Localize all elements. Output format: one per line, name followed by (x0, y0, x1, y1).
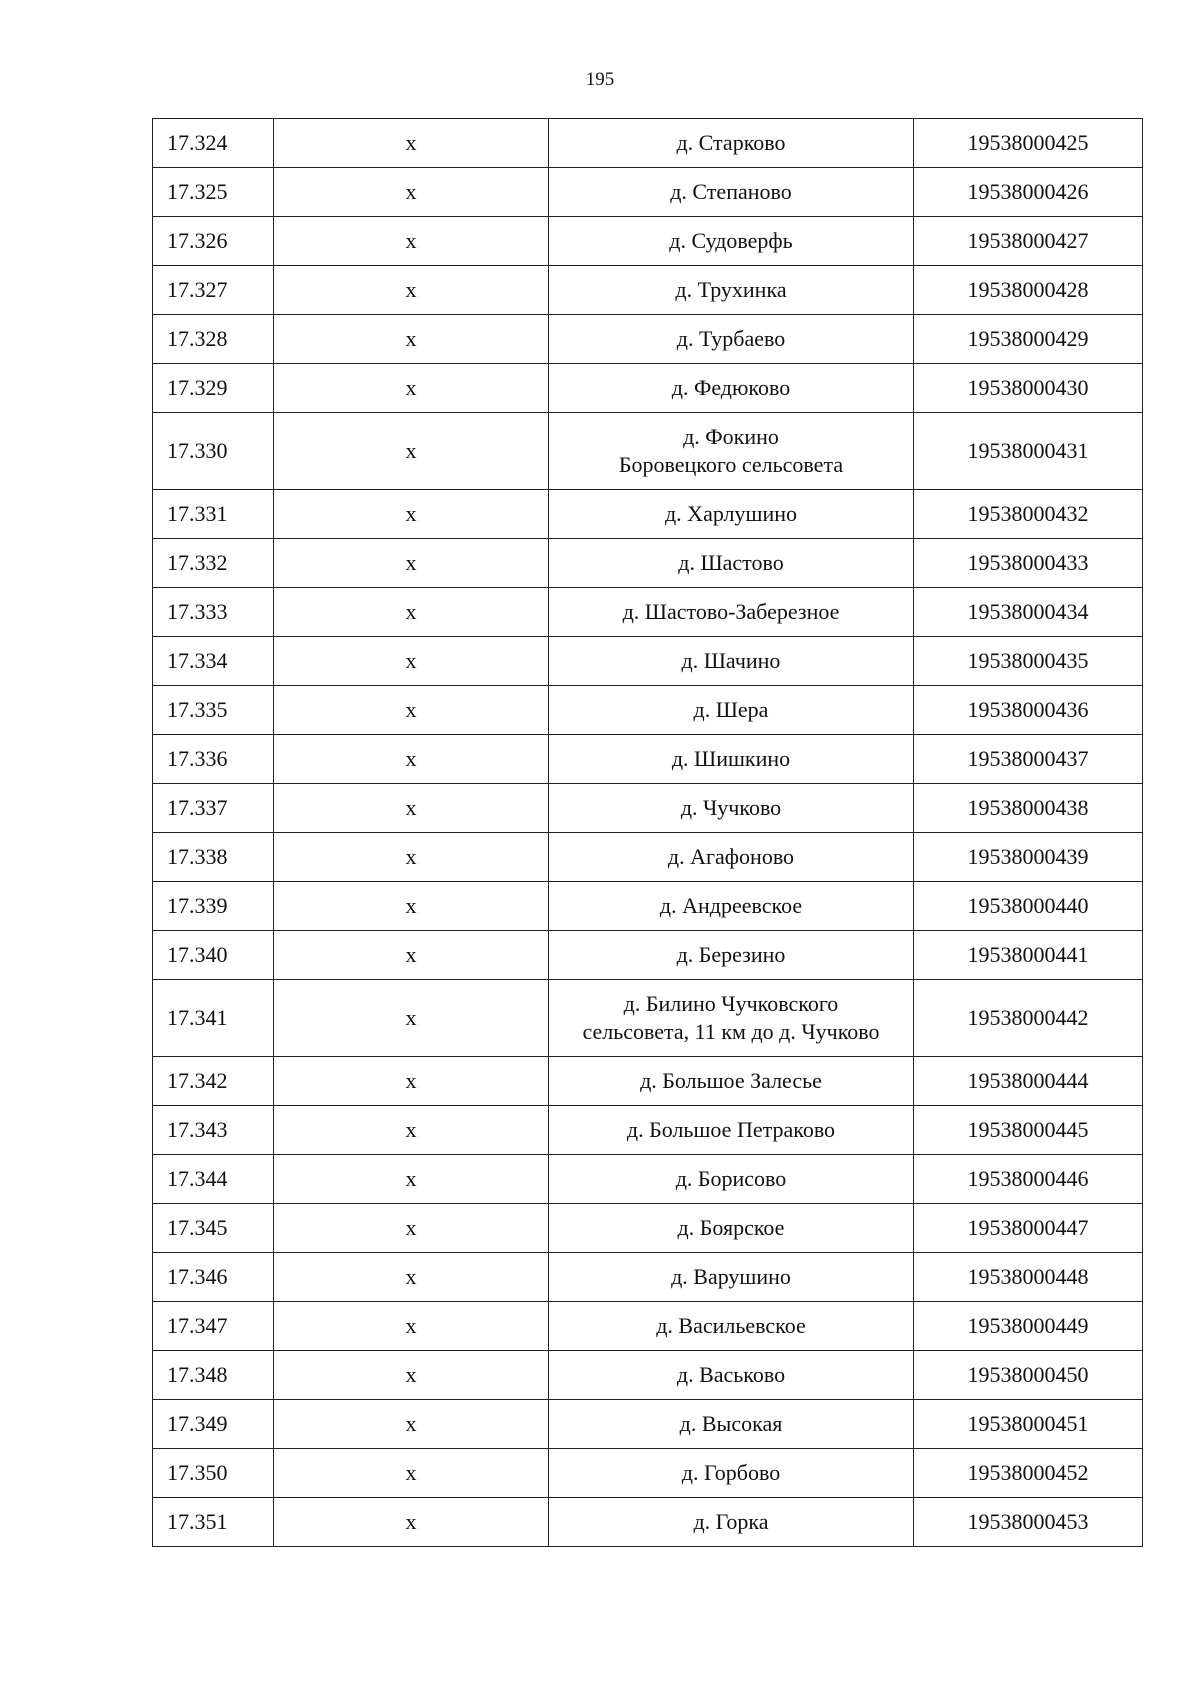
settlement-name (549, 1057, 914, 1106)
row-number: 17.339 (153, 882, 274, 931)
settlement-name-line: д. Степаново (670, 179, 792, 204)
table-row (153, 686, 1143, 735)
settlement-name (549, 686, 914, 735)
settlement-name (549, 168, 914, 217)
row-number: 17.332 (153, 539, 274, 588)
table-row (153, 1253, 1143, 1302)
table-row (153, 882, 1143, 931)
row-number: 17.329 (153, 364, 274, 413)
row-number: 17.330 (153, 413, 274, 490)
table-row (153, 168, 1143, 217)
settlement-name (549, 1498, 914, 1547)
table-row (153, 1057, 1143, 1106)
row-number: 17.348 (153, 1351, 274, 1400)
row-mark: х (274, 1155, 549, 1204)
oktmo-code: 19538000449 (914, 1302, 1143, 1351)
row-number: 17.347 (153, 1302, 274, 1351)
row-mark: х (274, 1253, 549, 1302)
settlement-name-line: д. Старково (676, 130, 786, 155)
oktmo-code: 19538000438 (914, 784, 1143, 833)
row-mark: х (274, 1302, 549, 1351)
settlement-name-line: д. Васильевское (656, 1313, 806, 1338)
table-row (153, 784, 1143, 833)
table-row (153, 735, 1143, 784)
settlement-name-line: д. Трухинка (675, 277, 787, 302)
row-mark: х (274, 686, 549, 735)
settlement-name (549, 882, 914, 931)
settlement-name-line: д. Харлушино (664, 501, 798, 526)
settlement-name-line: д. Высокая (679, 1411, 783, 1436)
settlement-name (549, 1302, 914, 1351)
settlement-name-line: д. Варушино (671, 1264, 791, 1289)
row-number: 17.351 (153, 1498, 274, 1547)
settlement-name-line: д. Боярское (677, 1215, 785, 1240)
oktmo-code: 19538000425 (914, 119, 1143, 168)
settlement-name-line: д. Шишкино (671, 746, 791, 771)
oktmo-code: 19538000432 (914, 490, 1143, 539)
table-row (153, 1351, 1143, 1400)
settlement-name (549, 1400, 914, 1449)
settlement-name-line: д. Борисово (675, 1166, 787, 1191)
oktmo-code: 19538000429 (914, 315, 1143, 364)
row-number: 17.350 (153, 1449, 274, 1498)
settlement-name (549, 119, 914, 168)
settlement-name-line: д. Большое Залесье (640, 1068, 822, 1093)
settlement-name (549, 266, 914, 315)
table-row (153, 1155, 1143, 1204)
settlement-name (549, 833, 914, 882)
row-number: 17.340 (153, 931, 274, 980)
row-number: 17.333 (153, 588, 274, 637)
row-number: 17.335 (153, 686, 274, 735)
settlement-name (549, 588, 914, 637)
settlement-name (549, 980, 914, 1057)
settlement-name-line: д. Судоверфь (669, 228, 793, 253)
row-mark: х (274, 735, 549, 784)
table-row (153, 1204, 1143, 1253)
settlement-name-line: д. Турбаево (676, 326, 786, 351)
row-mark: х (274, 168, 549, 217)
row-mark: х (274, 1204, 549, 1253)
settlement-name (549, 539, 914, 588)
table-row (153, 1106, 1143, 1155)
settlement-name (549, 637, 914, 686)
oktmo-code: 19538000444 (914, 1057, 1143, 1106)
table-row (153, 1449, 1143, 1498)
row-mark: х (274, 637, 549, 686)
table-row (153, 539, 1143, 588)
settlement-name-line: д. Березино (676, 942, 786, 967)
settlement-name-line: д. Агафоново (667, 844, 795, 869)
table-row (153, 217, 1143, 266)
row-mark: х (274, 490, 549, 539)
row-number: 17.338 (153, 833, 274, 882)
table-row (153, 833, 1143, 882)
settlement-name-line: Боровецкого сельсовета (618, 452, 844, 477)
row-number: 17.336 (153, 735, 274, 784)
settlement-name (549, 1106, 914, 1155)
row-mark: х (274, 119, 549, 168)
row-mark: х (274, 364, 549, 413)
oktmo-code: 19538000433 (914, 539, 1143, 588)
settlement-name-line: д. Горка (693, 1509, 769, 1534)
table-row (153, 119, 1143, 168)
settlement-name (549, 490, 914, 539)
row-number: 17.346 (153, 1253, 274, 1302)
oktmo-code: 19538000446 (914, 1155, 1143, 1204)
oktmo-code: 19538000440 (914, 882, 1143, 931)
row-number: 17.349 (153, 1400, 274, 1449)
table-row (153, 266, 1143, 315)
settlement-name (549, 364, 914, 413)
page-number: 195 (585, 69, 615, 90)
oktmo-code: 19538000426 (914, 168, 1143, 217)
settlement-name-line: д. Андреевское (659, 893, 803, 918)
settlement-name-line: д. Большое Петраково (626, 1117, 836, 1142)
row-mark: х (274, 1106, 549, 1155)
table-row (153, 980, 1143, 1057)
oktmo-code: 19538000437 (914, 735, 1143, 784)
settlement-name (549, 931, 914, 980)
row-mark: х (274, 784, 549, 833)
row-mark: х (274, 833, 549, 882)
row-number: 17.337 (153, 784, 274, 833)
oktmo-code: 19538000442 (914, 980, 1143, 1057)
oktmo-code: 19538000428 (914, 266, 1143, 315)
oktmo-code: 19538000448 (914, 1253, 1143, 1302)
settlement-name-line: д. Федюково (671, 375, 791, 400)
table-row (153, 1400, 1143, 1449)
row-mark: х (274, 1351, 549, 1400)
oktmo-code: 19538000434 (914, 588, 1143, 637)
settlement-name (549, 217, 914, 266)
settlement-name-line: д. Васьково (676, 1362, 786, 1387)
row-mark: х (274, 1400, 549, 1449)
row-number: 17.341 (153, 980, 274, 1057)
row-mark: х (274, 588, 549, 637)
row-mark: х (274, 882, 549, 931)
table-row (153, 637, 1143, 686)
settlement-name (549, 315, 914, 364)
row-number: 17.327 (153, 266, 274, 315)
row-mark: х (274, 266, 549, 315)
oktmo-code: 19538000447 (914, 1204, 1143, 1253)
settlement-name (549, 1351, 914, 1400)
settlement-name (549, 784, 914, 833)
oktmo-code: 19538000451 (914, 1400, 1143, 1449)
row-mark: х (274, 539, 549, 588)
settlement-name-line: сельсовета, 11 км до д. Чучково (582, 1019, 880, 1044)
oktmo-code: 19538000439 (914, 833, 1143, 882)
row-mark: х (274, 413, 549, 490)
table-row (153, 413, 1143, 490)
settlement-name-line: д. Фокино (683, 424, 779, 449)
row-mark: х (274, 1449, 549, 1498)
row-number: 17.343 (153, 1106, 274, 1155)
row-mark: х (274, 931, 549, 980)
row-mark: х (274, 315, 549, 364)
oktmo-code: 19538000441 (914, 931, 1143, 980)
settlement-name-line: д. Шера (693, 697, 769, 722)
settlement-name (549, 1204, 914, 1253)
oktmo-code: 19538000445 (914, 1106, 1143, 1155)
table-row (153, 1302, 1143, 1351)
row-number: 17.328 (153, 315, 274, 364)
oktmo-code: 19538000450 (914, 1351, 1143, 1400)
settlement-name-line: д. Билино Чучковского (623, 991, 839, 1016)
row-number: 17.342 (153, 1057, 274, 1106)
oktmo-code: 19538000453 (914, 1498, 1143, 1547)
settlement-name (549, 1155, 914, 1204)
oktmo-code: 19538000435 (914, 637, 1143, 686)
settlement-name-line: д. Шастово (678, 550, 784, 575)
oktmo-code: 19538000436 (914, 686, 1143, 735)
table-row (153, 931, 1143, 980)
settlement-name (549, 413, 914, 490)
row-mark: х (274, 1057, 549, 1106)
table-row (153, 364, 1143, 413)
table-row (153, 588, 1143, 637)
row-number: 17.334 (153, 637, 274, 686)
settlement-name-line: д. Шачино (681, 648, 781, 673)
row-mark: х (274, 217, 549, 266)
oktmo-code: 19538000431 (914, 413, 1143, 490)
row-number: 17.325 (153, 168, 274, 217)
row-number: 17.326 (153, 217, 274, 266)
settlement-name-line: д. Чучково (680, 795, 782, 820)
settlement-name (549, 1449, 914, 1498)
settlements-table (152, 118, 1143, 1547)
settlement-name-line: д. Горбово (681, 1460, 781, 1485)
settlement-name-line: д. Шастово-Заберезное (622, 599, 840, 624)
oktmo-code: 19538000452 (914, 1449, 1143, 1498)
table-body (153, 119, 1143, 1547)
row-mark: х (274, 980, 549, 1057)
row-number: 17.344 (153, 1155, 274, 1204)
row-mark: х (274, 1498, 549, 1547)
table-row (153, 1498, 1143, 1547)
table-row (153, 315, 1143, 364)
row-number: 17.331 (153, 490, 274, 539)
settlement-name (549, 1253, 914, 1302)
table-row (153, 490, 1143, 539)
oktmo-code: 19538000427 (914, 217, 1143, 266)
settlement-name (549, 735, 914, 784)
row-number: 17.324 (153, 119, 274, 168)
oktmo-code: 19538000430 (914, 364, 1143, 413)
row-number: 17.345 (153, 1204, 274, 1253)
